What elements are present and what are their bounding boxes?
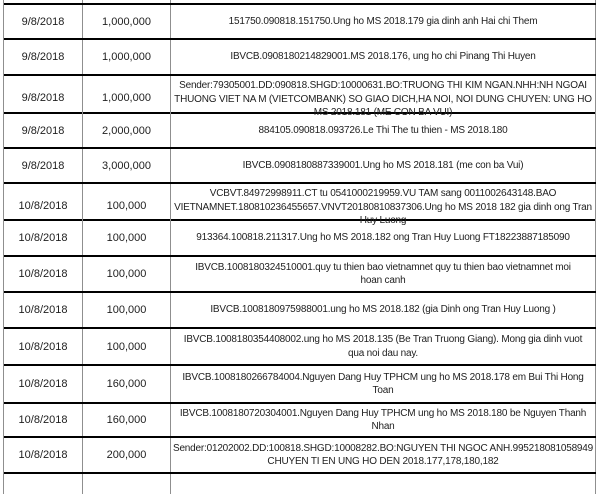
description-cell — [171, 0, 596, 3]
date-cell: 10/8/2018 — [4, 221, 83, 255]
description-cell — [171, 149, 596, 182]
amount-cell: 200,000 — [83, 438, 171, 472]
date-cell: 10/8/2018 — [4, 257, 83, 291]
date-cell: 10/8/2018 — [4, 438, 83, 472]
amount-cell: 100,000 — [83, 329, 171, 364]
table-row — [4, 149, 596, 184]
description-cell — [171, 114, 596, 147]
table-row — [4, 257, 596, 293]
table-row — [4, 184, 596, 226]
table-row — [4, 5, 596, 40]
date-cell: 9/8/2018 — [4, 40, 83, 74]
partial-row-bottom — [4, 474, 596, 494]
description-line: IBVCB.0908180214829001.MS 2018.176, ung ho chi Pinang Thi Huyen — [230, 51, 536, 63]
description-line: Sender:79305001.DD:090818.SHGD:10000631.BO:TRUONG THI KIM NGAN.NHH:NH NGOAI — [179, 80, 587, 91]
amount-cell: 1,000,000 — [83, 76, 171, 120]
description-cell — [171, 5, 596, 38]
amount-cell — [83, 0, 171, 3]
description-line: IBVCB.1008180354408002.ung ho MS 2018.135 (Be Tran Truong Giang). Mong gia dinh vuot — [183, 334, 583, 345]
table-row — [4, 40, 596, 76]
table-row — [4, 366, 596, 404]
description-line: Huy Luong — [359, 215, 407, 226]
table-row — [4, 76, 596, 118]
description-line: 884105.090818.093726.Le Thi The tu thien - MS 2018.180 — [258, 124, 508, 136]
date-cell — [4, 474, 83, 494]
amount-cell: 100,000 — [83, 184, 171, 228]
date-cell: 10/8/2018 — [4, 404, 83, 436]
date-cell: 9/8/2018 — [4, 76, 83, 120]
amount-cell: 3,000,000 — [83, 149, 171, 182]
description-line: Toan — [372, 385, 394, 396]
description-cell — [171, 474, 596, 494]
description-line: VIETNAMNET.180810236455657.VNVT20180810837306.Ung ho MS 2018 182 gia dinh ong Tran — [174, 201, 592, 213]
description-line: IBVCB.1008180975988001.ung ho MS 2018.182 (gia Dinh ong Tran Huy Luong ) — [210, 304, 556, 316]
description-cell — [171, 329, 596, 364]
amount-cell: 100,000 — [83, 257, 171, 291]
description-line: IBVCB.1008180324510001.quy tu thien bao vietnamnet quy tu thien bao vietnamnet moi — [195, 261, 571, 273]
date-cell: 10/8/2018 — [4, 293, 83, 327]
description-line: Sender:01202002.DD:100818.SHGD:10008282.BO:NGUYEN THI NGOC ANH.995218081058949 — [172, 442, 594, 454]
description-line: THUONG VIET NA M (VIETCOMBANK) SO GIAO DICH,HA NOI, NOI DUNG CHUYEN: UNG HO — [174, 93, 592, 105]
description-cell — [171, 438, 596, 472]
description-line: MS 2018.181 (ME CON BA VUI) — [313, 107, 453, 118]
description-cell — [171, 76, 596, 120]
description-line: hoan canh — [360, 275, 406, 286]
table-row — [4, 329, 596, 366]
date-cell: 10/8/2018 — [4, 184, 83, 228]
amount-cell — [83, 474, 171, 494]
description-cell — [171, 221, 596, 255]
amount-cell: 2,000,000 — [83, 114, 171, 147]
table-row — [4, 114, 596, 149]
transactions-table — [3, 0, 596, 494]
description-line: IBVCB.1008180266784004.Nguyen Dang Huy TPHCM ung ho MS 2018.178 em Bui Thi Hong — [182, 371, 584, 383]
description-line: IBVCB.0908180887339001.Ung ho MS 2018.181 (me con ba Vui) — [242, 159, 524, 171]
table-row — [4, 438, 596, 474]
amount-cell: 160,000 — [83, 404, 171, 436]
amount-cell: 1,000,000 — [83, 40, 171, 74]
date-cell — [4, 0, 83, 3]
date-cell: 9/8/2018 — [4, 5, 83, 38]
description-line: Nhan — [371, 421, 395, 432]
description-line: 913364.100818.211317.Ung ho MS 2018.182 ong Tran Huy Luong FT18223887185090 — [196, 232, 570, 244]
date-cell: 10/8/2018 — [4, 329, 83, 364]
table-row — [4, 404, 596, 438]
date-cell: 10/8/2018 — [4, 366, 83, 402]
description-cell — [171, 366, 596, 402]
table-row — [4, 221, 596, 257]
description-line: 151750.090818.151750.Ung ho MS 2018.179 gia dinh anh Hai chi Them — [228, 15, 538, 27]
amount-cell: 1,000,000 — [83, 5, 171, 38]
description-cell — [171, 293, 596, 327]
amount-cell: 100,000 — [83, 293, 171, 327]
date-cell: 9/8/2018 — [4, 149, 83, 182]
amount-cell: 100,000 — [83, 221, 171, 255]
description-line: qua noi dau nay. — [347, 347, 418, 359]
description-line: VCBVT.84972998911.CT tu 0541000219959.VU TAM sang 0011002643148.BAO — [209, 188, 557, 199]
description-cell — [171, 257, 596, 291]
description-cell — [171, 40, 596, 74]
amount-cell: 160,000 — [83, 366, 171, 402]
description-line: IBVCB.1008180720304001.Nguyen Dang Huy TPHCM ung ho MS 2018.180 be Nguyen Thanh — [179, 407, 587, 419]
description-line: CHUYEN TI EN UNG HO DEN 2018.177,178,180,182 — [267, 456, 499, 467]
date-cell: 9/8/2018 — [4, 114, 83, 147]
table-row — [4, 293, 596, 329]
description-cell — [171, 404, 596, 436]
